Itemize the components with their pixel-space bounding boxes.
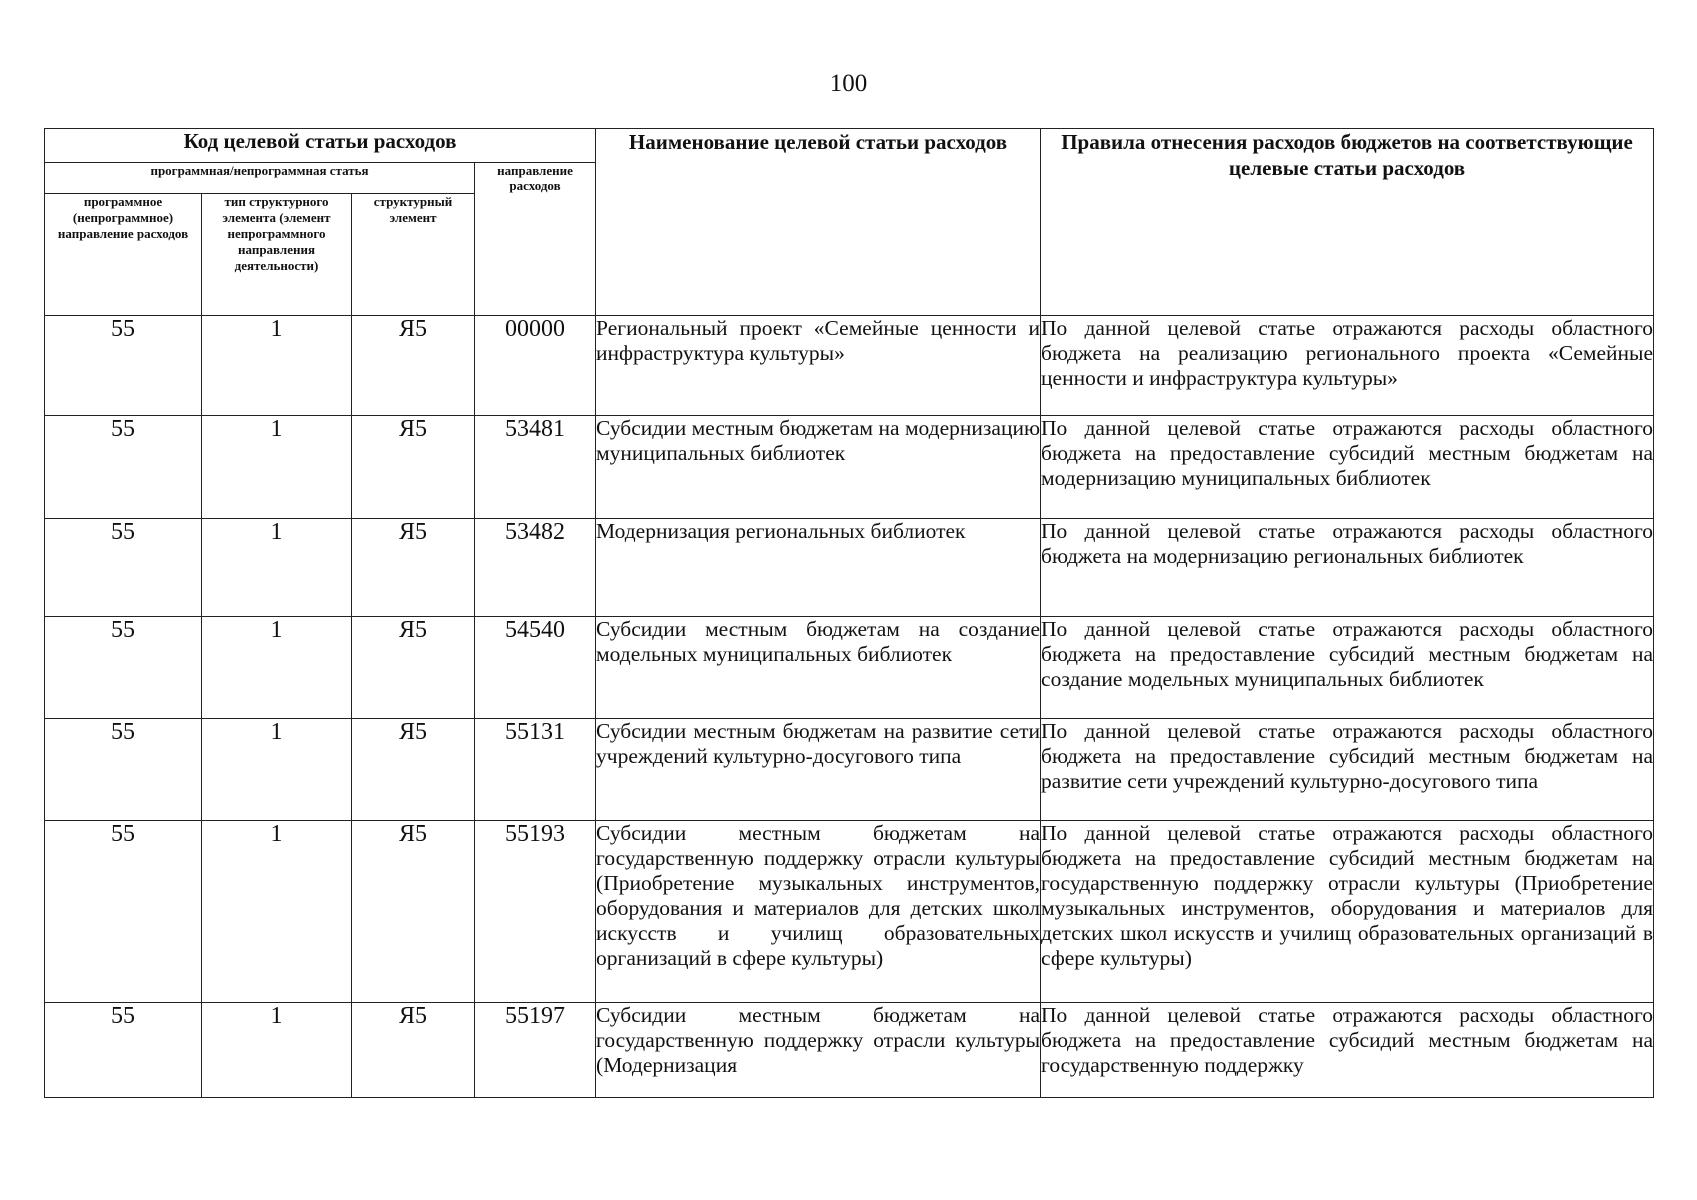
cell-rule: По данной целевой статье отражаются расходы областного бюджета на предоставление субсидий местным бюджетам на развитие сети учреждений культурно-досугового типа xyxy=(1041,719,1654,821)
cell-type: 1 xyxy=(202,1003,352,1098)
cell-rule: По данной целевой статье отражаются расходы областного бюджета на предоставление субсидий местным бюджетам на государственную поддержку отрасли культуры (Приобретение музыкальных инструментов, оборудования и материалов для детских школ искусств и училищ образовательных организаций в сфере культуры) xyxy=(1041,821,1654,1003)
cell-direction: 55193 xyxy=(475,821,596,1003)
cell-element: Я5 xyxy=(352,617,475,719)
cell-name: Субсидии местным бюджетам на государственную поддержку отрасли культуры (Приобретение музыкальных инструментов, оборудования и материалов для детских школ искусств и училищ образовательных организаций в сфере культуры) xyxy=(596,821,1041,1003)
header-program-article: программная/непрограммная статья xyxy=(45,163,475,194)
header-col-program: программное (непрограммное) направление расходов xyxy=(45,194,202,316)
cell-program: 55 xyxy=(45,316,202,416)
cell-element: Я5 xyxy=(352,821,475,1003)
cell-element: Я5 xyxy=(352,719,475,821)
cell-program: 55 xyxy=(45,821,202,1003)
table-row xyxy=(45,519,1654,617)
budget-code-table xyxy=(44,128,1654,1098)
cell-element: Я5 xyxy=(352,416,475,519)
cell-direction: 00000 xyxy=(475,316,596,416)
table-row xyxy=(45,617,1654,719)
table-row xyxy=(45,416,1654,519)
cell-name: Модернизация региональных библиотек xyxy=(596,519,1041,617)
cell-program: 55 xyxy=(45,617,202,719)
cell-element: Я5 xyxy=(352,1003,475,1098)
cell-direction: 55131 xyxy=(475,719,596,821)
cell-type: 1 xyxy=(202,719,352,821)
cell-rule: По данной целевой статье отражаются расходы областного бюджета на предоставление субсидий местным бюджетам на государственную поддержку xyxy=(1041,1003,1654,1098)
header-name-title: Наименование целевой статьи расходов xyxy=(596,129,1041,316)
header-code-title: Код целевой статьи расходов xyxy=(45,129,596,163)
header-col-structural: структурный элемент xyxy=(352,194,475,316)
page-number: 100 xyxy=(829,70,868,97)
cell-name: Региональный проект «Семейные ценности и инфраструктура культуры» xyxy=(596,316,1041,416)
header-direction: направление расходов xyxy=(475,163,596,316)
cell-program: 55 xyxy=(45,719,202,821)
cell-element: Я5 xyxy=(352,519,475,617)
cell-rule: По данной целевой статье отражаются расходы областного бюджета на предоставление субсидий местным бюджетам на модернизацию муниципальных библиотек xyxy=(1041,416,1654,519)
table-row xyxy=(45,821,1654,1003)
cell-name: Субсидии местным бюджетам на развитие сети учреждений культурно-досугового типа xyxy=(596,719,1041,821)
cell-name: Субсидии местным бюджетам на создание модельных муниципальных библиотек xyxy=(596,617,1041,719)
cell-element: Я5 xyxy=(352,316,475,416)
cell-name: Субсидии местным бюджетам на государственную поддержку отрасли культуры (Модернизация xyxy=(596,1003,1041,1098)
header-col-type: тип структурного элемента (элемент непрограммного направления деятельности) xyxy=(202,194,352,316)
table-row xyxy=(45,1003,1654,1098)
cell-direction: 55197 xyxy=(475,1003,596,1098)
cell-type: 1 xyxy=(202,416,352,519)
cell-type: 1 xyxy=(202,821,352,1003)
table-row xyxy=(45,316,1654,416)
table-row xyxy=(45,719,1654,821)
cell-type: 1 xyxy=(202,519,352,617)
cell-direction: 53482 xyxy=(475,519,596,617)
cell-direction: 54540 xyxy=(475,617,596,719)
cell-program: 55 xyxy=(45,416,202,519)
cell-program: 55 xyxy=(45,1003,202,1098)
cell-rule: По данной целевой статье отражаются расходы областного бюджета на реализацию регионального проекта «Семейные ценности и инфраструктура культуры» xyxy=(1041,316,1654,416)
cell-rule: По данной целевой статье отражаются расходы областного бюджета на предоставление субсидий местным бюджетам на создание модельных муниципальных библиотек xyxy=(1041,617,1654,719)
cell-direction: 53481 xyxy=(475,416,596,519)
cell-rule: По данной целевой статье отражаются расходы областного бюджета на модернизацию региональных библиотек xyxy=(1041,519,1654,617)
cell-type: 1 xyxy=(202,316,352,416)
cell-program: 55 xyxy=(45,519,202,617)
cell-name: Субсидии местным бюджетам на модернизацию муниципальных библиотек xyxy=(596,416,1041,519)
header-rules-title: Правила отнесения расходов бюджетов на соответствующие целевые статьи расходов xyxy=(1041,129,1654,316)
cell-type: 1 xyxy=(202,617,352,719)
